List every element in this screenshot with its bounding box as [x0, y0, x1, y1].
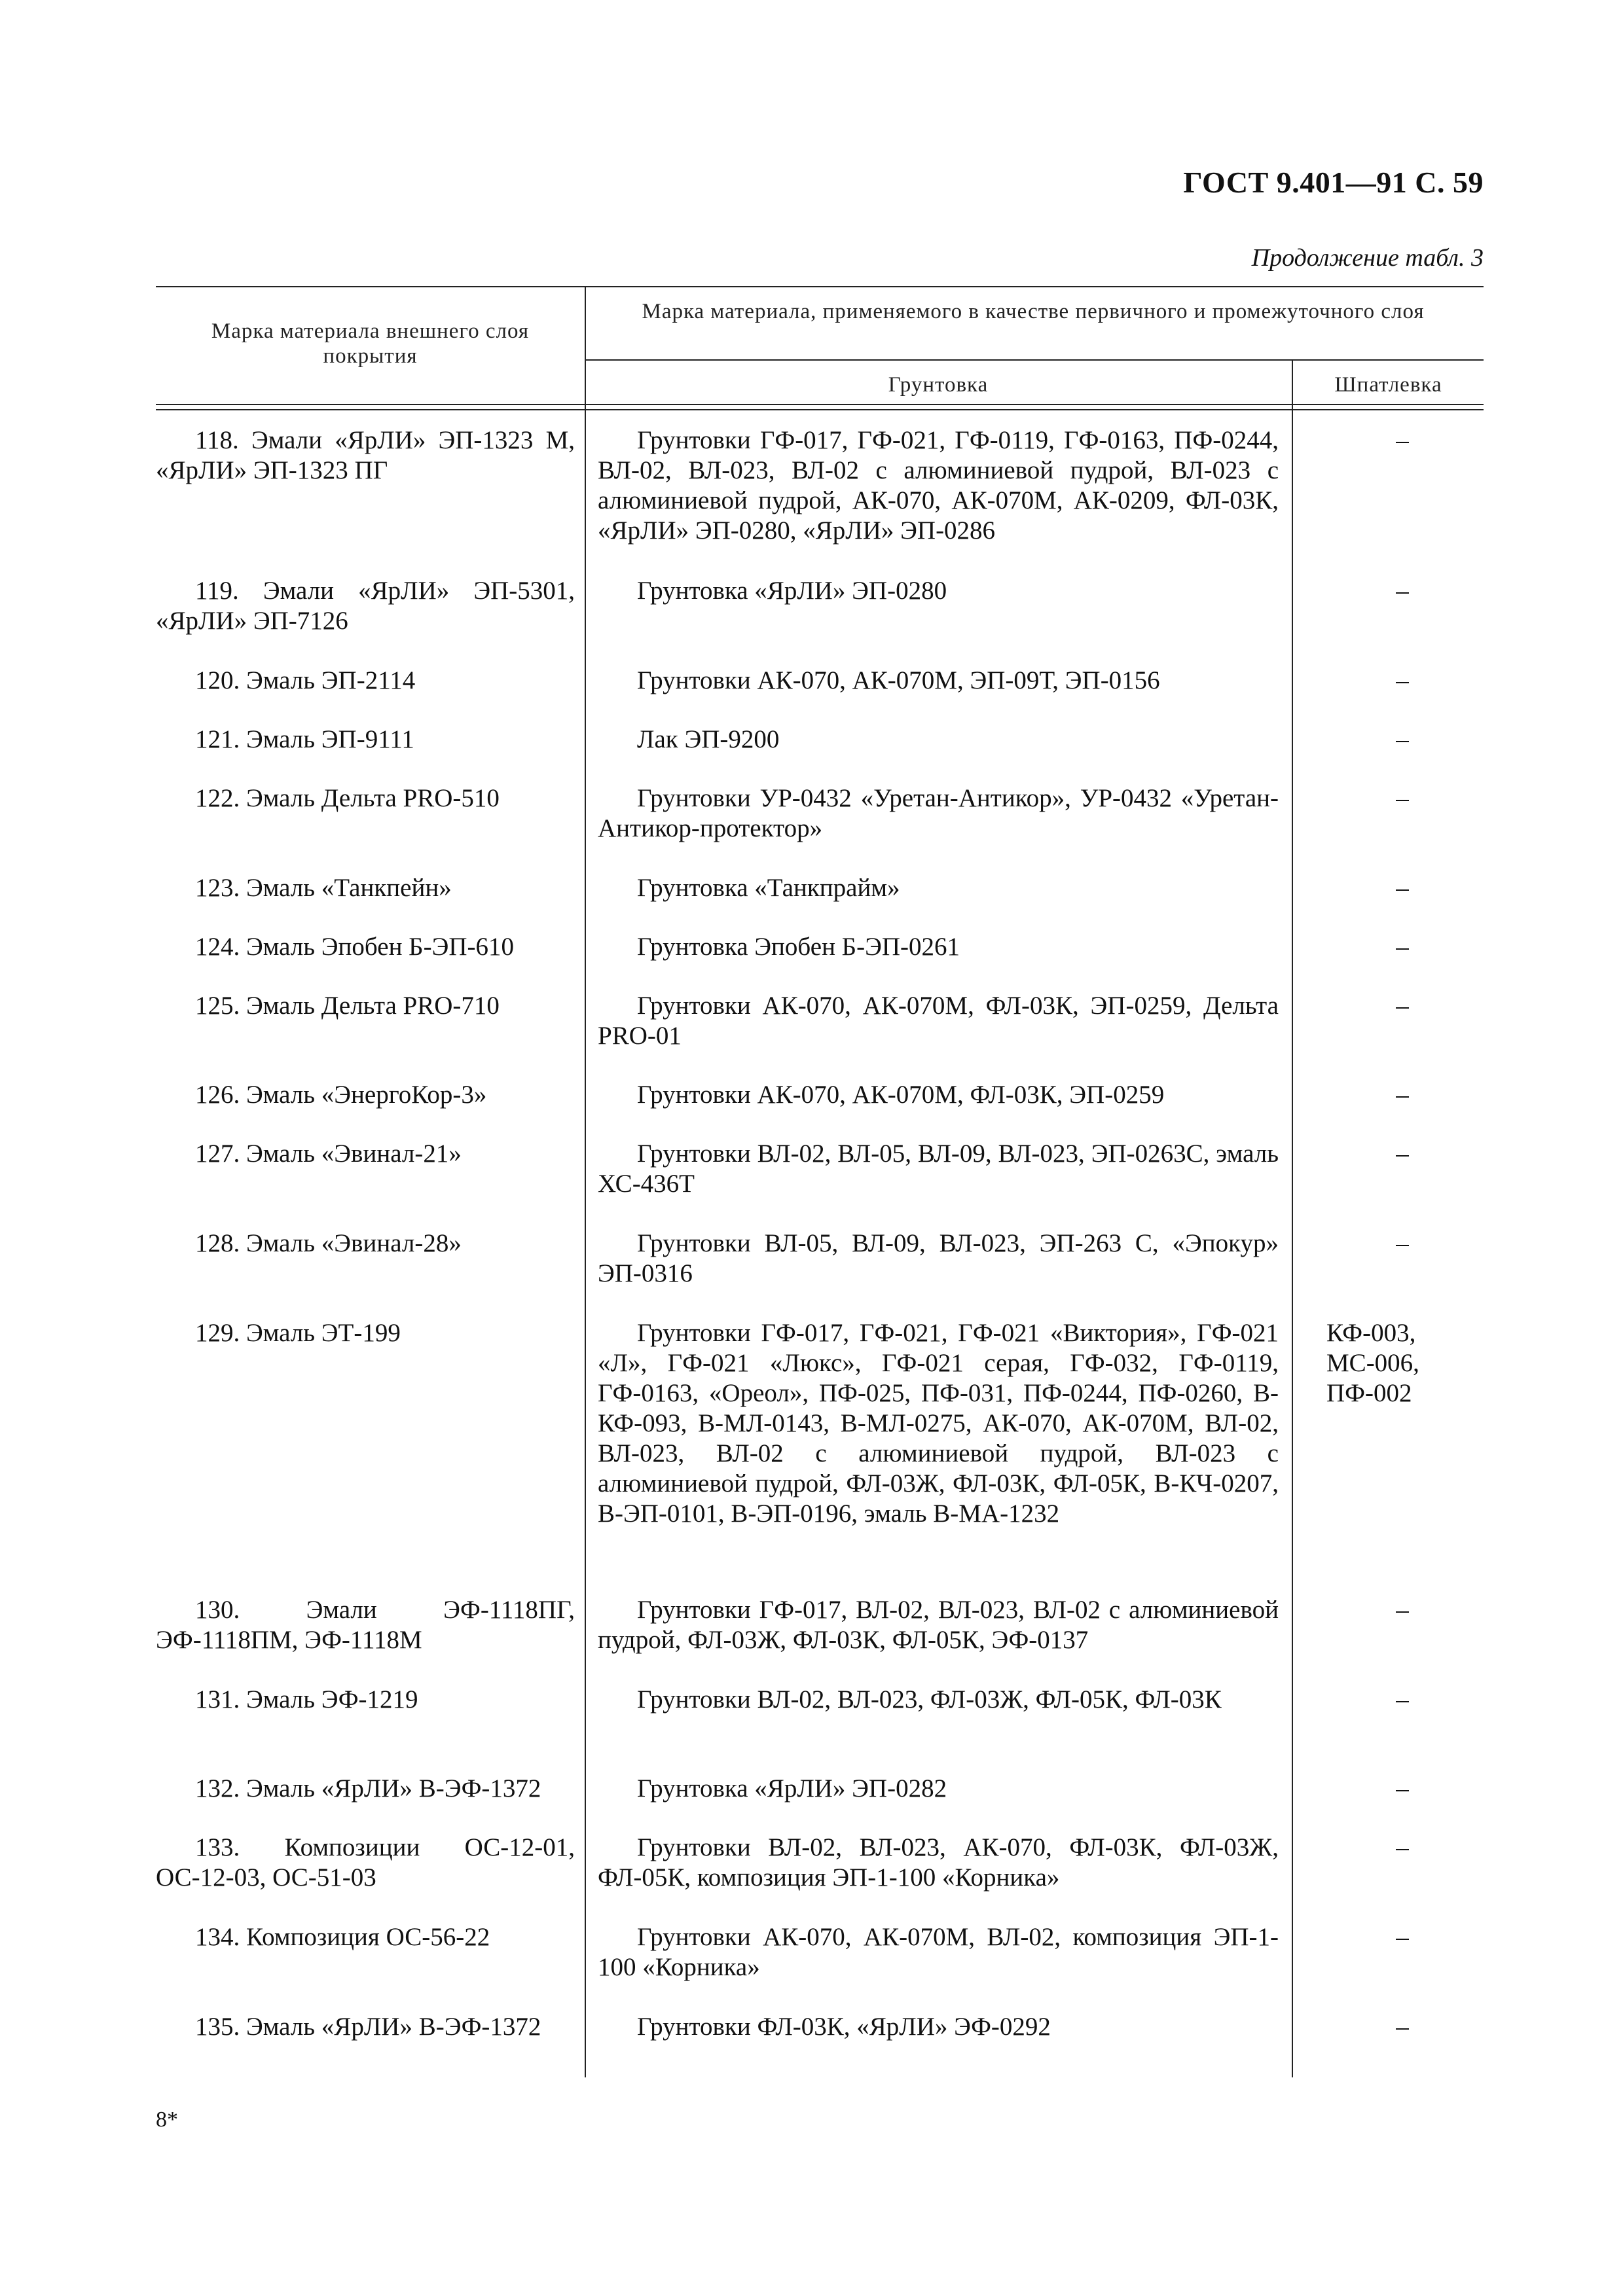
- outer-material: 120. Эмаль ЭП-2114: [195, 666, 416, 694]
- outer-material: 130. Эмали ЭФ-1118ПГ, ЭФ-1118ПМ, ЭФ-1118М: [156, 1596, 575, 1654]
- outer-material: 118. Эмали «ЯрЛИ» ЭП-1323 М, «ЯрЛИ» ЭП-1323 ПГ: [156, 426, 575, 484]
- putty-material: –: [1396, 1139, 1409, 1168]
- col-primary-header: Марка материала, применяемого в качестве первичного и промежуточного слоя: [642, 300, 1425, 323]
- primer-material: Грунтовки АК-070, АК-070М, ФЛ-03К, ЭП-0259: [637, 1081, 1165, 1109]
- header-bottom-rule-1: [156, 404, 1484, 405]
- primer-material: Грунтовки ФЛ-03К, «ЯрЛИ» ЭФ-0292: [637, 2013, 1051, 2041]
- outer-material: 129. Эмаль ЭТ-199: [195, 1319, 401, 1347]
- outer-material: 123. Эмаль «Танкпейн»: [195, 874, 452, 902]
- outer-material: 135. Эмаль «ЯрЛИ» В-ЭФ-1372: [195, 2013, 541, 2041]
- outer-material: 124. Эмаль Эпобен Б-ЭП-610: [195, 933, 514, 961]
- putty-material: –: [1396, 426, 1409, 454]
- putty-material: –: [1396, 1229, 1409, 1257]
- outer-material: 125. Эмаль Дельта PRO-710: [195, 992, 500, 1020]
- putty-material: –: [1396, 874, 1409, 902]
- outer-material: 132. Эмаль «ЯрЛИ» В-ЭФ-1372: [195, 1774, 541, 1803]
- putty-material: –: [1396, 577, 1409, 605]
- primer-material: Грунтовки АК-070, АК-070М, ЭП-09Т, ЭП-0156: [637, 666, 1160, 694]
- header-sub-rule: [585, 359, 1484, 361]
- col-primer-header: Грунтовка: [888, 373, 989, 397]
- outer-material: 121. Эмаль ЭП-9111: [195, 725, 414, 753]
- outer-material: 126. Эмаль «ЭнергоКор-3»: [195, 1081, 487, 1109]
- primer-material: Грунтовки ВЛ-05, ВЛ-09, ВЛ-023, ЭП-263 С, «Эпокур» ЭП-0316: [598, 1229, 1279, 1287]
- header-bottom-rule-2: [156, 409, 1484, 410]
- putty-material: КФ-003, МС-006, ПФ-002: [1326, 1319, 1419, 1407]
- putty-material: –: [1396, 666, 1409, 694]
- table-continuation-note: Продолжение табл. 3: [1251, 244, 1484, 272]
- primer-material: Грунтовка «ЯрЛИ» ЭП-0282: [637, 1774, 947, 1803]
- putty-material: –: [1396, 784, 1409, 812]
- column-divider-1: [585, 286, 586, 2077]
- outer-material: 127. Эмаль «Эвинал-21»: [195, 1139, 462, 1168]
- primer-material: Грунтовки ГФ-017, ВЛ-02, ВЛ-023, ВЛ-02 с алюминиевой пудрой, ФЛ-03Ж, ФЛ-03К, ФЛ-05К, ЭФ-0137: [598, 1596, 1279, 1654]
- outer-material: 119. Эмали «ЯрЛИ» ЭП-5301, «ЯрЛИ» ЭП-7126: [156, 577, 575, 635]
- col-putty-header: Шпатлевка: [1334, 373, 1442, 397]
- primer-material: Грунтовка Эпобен Б-ЭП-0261: [637, 933, 960, 961]
- outer-material: 134. Композиция ОС-56-22: [195, 1923, 490, 1951]
- putty-material: –: [1396, 1685, 1409, 1713]
- primer-material: Грунтовки АК-070, АК-070М, ФЛ-03К, ЭП-0259, Дельта PRO-01: [598, 992, 1279, 1050]
- primer-material: Грунтовки УР-0432 «Уретан-Антикор», УР-0432 «Уретан-Антикор-протектор»: [598, 784, 1279, 842]
- outer-material: 131. Эмаль ЭФ-1219: [195, 1685, 418, 1713]
- primer-material: Лак ЭП-9200: [637, 725, 780, 753]
- primer-material: Грунтовка «Танкпрайм»: [637, 874, 900, 902]
- putty-material: –: [1396, 1596, 1409, 1624]
- column-divider-2: [1292, 359, 1293, 2077]
- putty-material: –: [1396, 1833, 1409, 1861]
- document-header: ГОСТ 9.401—91 С. 59: [1183, 166, 1484, 199]
- primer-material: Грунтовки ГФ-017, ГФ-021, ГФ-021 «Виктория», ГФ-021 «Л», ГФ-021 «Люкс», ГФ-021 серая, ГФ-032, ГФ-0119, ГФ-0163, «Ореол», ПФ-025, ПФ-031, ПФ-0244, ПФ-0260, В-КФ-093, В-МЛ-0143, В-МЛ-0275, АК-070, АК-070М, ВЛ-02, ВЛ-023, ВЛ-02 с алюминиевой пудрой, ВЛ-023 с алюминиевой пудрой, ФЛ-03Ж, ФЛ-03К, ФЛ-05К, В-КЧ-0207, В-ЭП-0101, В-ЭП-0196, эмаль В-МА-1232: [598, 1319, 1279, 1528]
- table-top-rule: [156, 286, 1484, 287]
- col-outer-header: Марка материала внешнего слоя покрытия: [211, 319, 530, 368]
- primer-material: Грунтовки ВЛ-02, ВЛ-023, АК-070, ФЛ-03К, ФЛ-03Ж, ФЛ-05К, композиция ЭП-1-100 «Корника»: [598, 1833, 1279, 1892]
- putty-material: –: [1396, 1081, 1409, 1109]
- primer-material: Грунтовки ВЛ-02, ВЛ-023, ФЛ-03Ж, ФЛ-05К, ФЛ-03К: [637, 1685, 1222, 1713]
- putty-material: –: [1396, 933, 1409, 961]
- primer-material: Грунтовки АК-070, АК-070М, ВЛ-02, композиция ЭП-1-100 «Корника»: [598, 1923, 1279, 1981]
- putty-material: –: [1396, 2013, 1409, 2041]
- putty-material: –: [1396, 992, 1409, 1020]
- outer-material: 122. Эмаль Дельта PRO-510: [195, 784, 500, 812]
- putty-material: –: [1396, 1774, 1409, 1803]
- putty-material: –: [1396, 1923, 1409, 1951]
- outer-material: 128. Эмаль «Эвинал-28»: [195, 1229, 462, 1257]
- outer-material: 133. Композиции ОС-12-01, ОС-12-03, ОС-51-03: [156, 1833, 575, 1892]
- page-mark: 8*: [156, 2108, 178, 2132]
- primer-material: Грунтовки ВЛ-02, ВЛ-05, ВЛ-09, ВЛ-023, ЭП-0263С, эмаль ХС-436Т: [598, 1139, 1279, 1198]
- materials-table: [156, 286, 1484, 2077]
- primer-material: Грунтовка «ЯрЛИ» ЭП-0280: [637, 577, 947, 605]
- primer-material: Грунтовки ГФ-017, ГФ-021, ГФ-0119, ГФ-0163, ПФ-0244, ВЛ-02, ВЛ-023, ВЛ-02 с алюминиевой пудрой, ВЛ-023 с алюминиевой пудрой, АК-070, АК-070М, АК-0209, ФЛ-03К, «ЯрЛИ» ЭП-0280, «ЯрЛИ» ЭП-0286: [598, 426, 1279, 545]
- putty-material: –: [1396, 725, 1409, 753]
